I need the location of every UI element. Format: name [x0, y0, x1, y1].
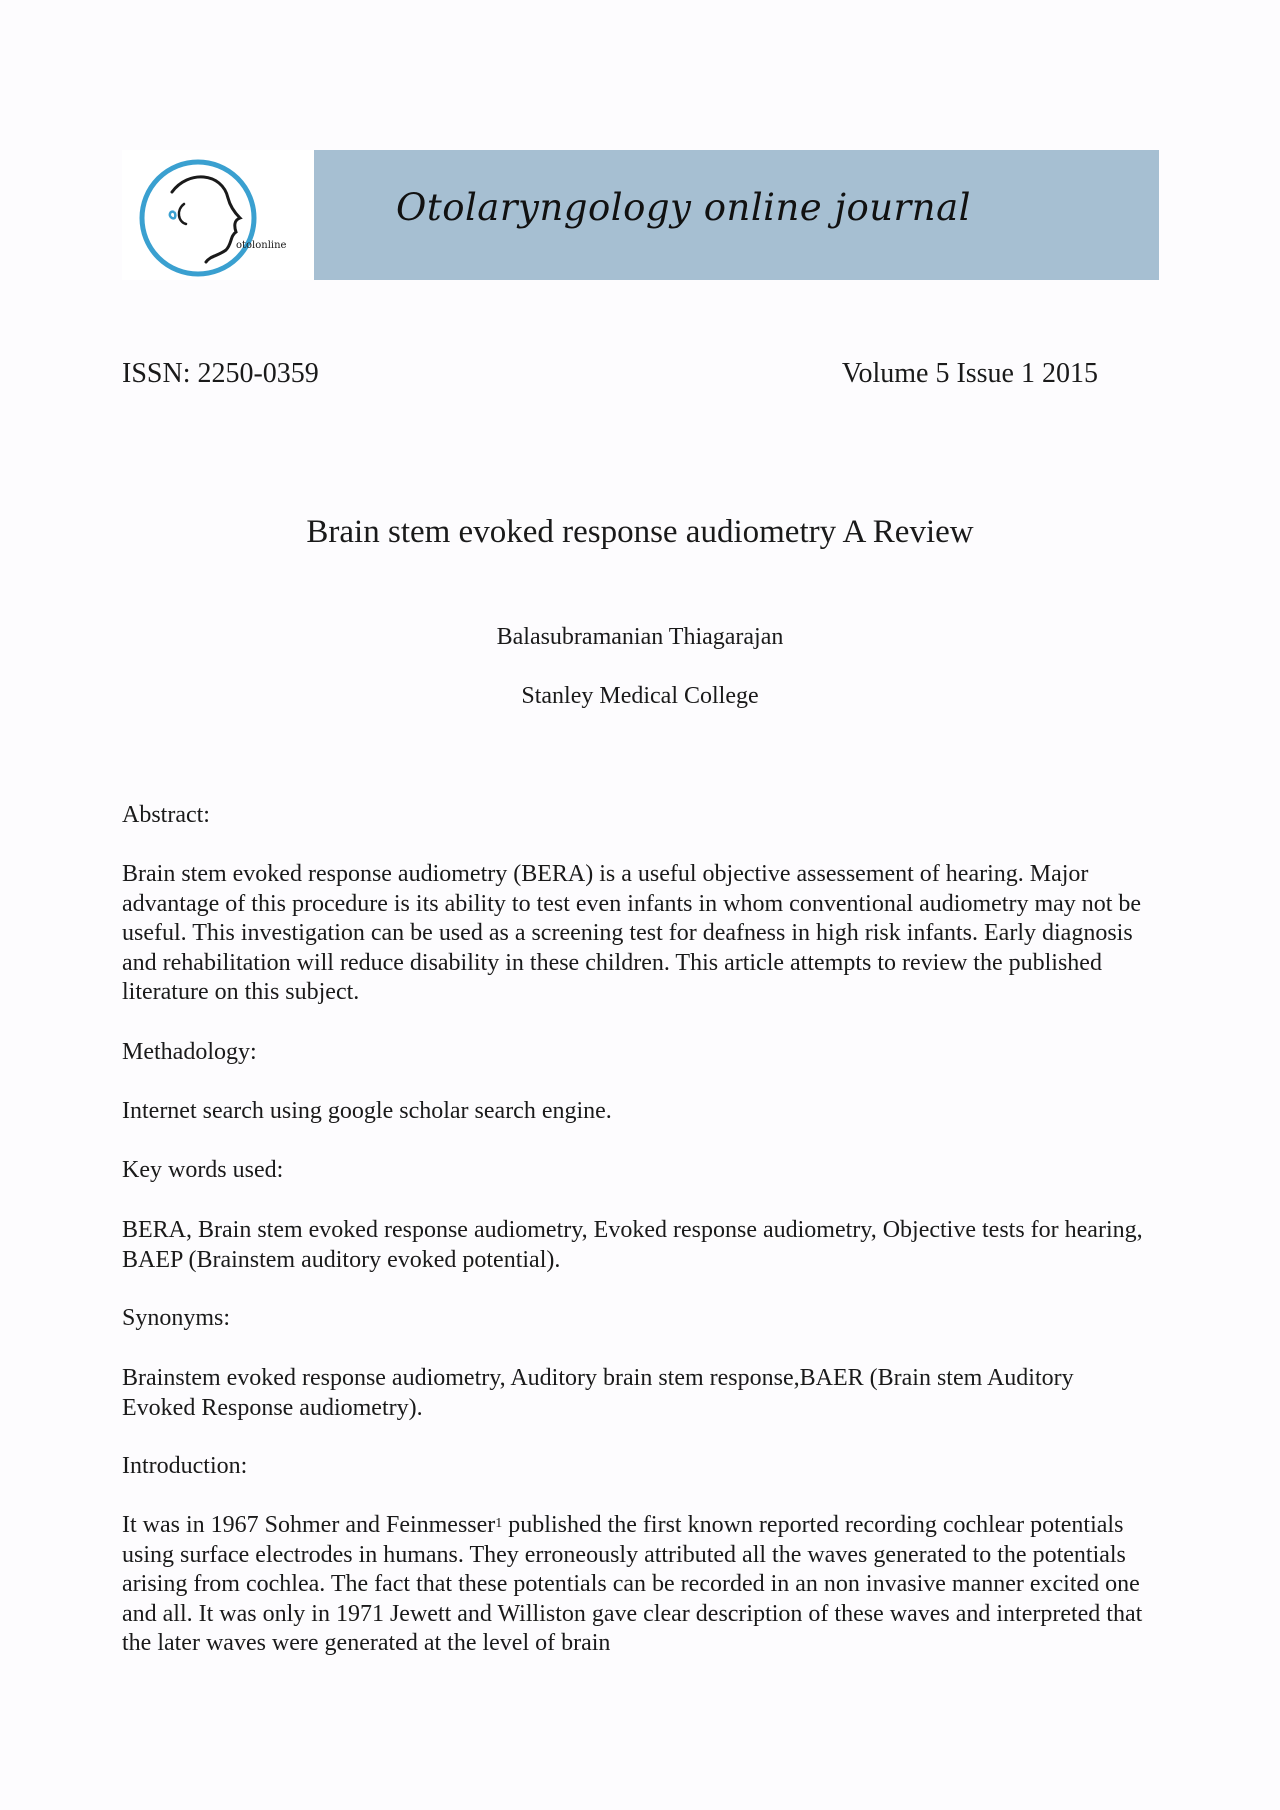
issn: ISSN: 2250-0359	[122, 358, 319, 389]
volume-issue: Volume 5 Issue 1 2015	[841, 358, 1098, 389]
abstract-text: Brain stem evoked response audiometry (BERA) is a useful objective assessement of hearing. Major advantage of this procedure is its ability to test even infants in whom conventional audiometry may not be useful. This investigation can be used as a screening test for deafness in high risk infants. Early diagnosis and rehabilitation will reduce disability in these children. This article attempts to review the published literature on this subject.	[122, 861, 1142, 1006]
keywords-heading: Key words used:	[122, 1157, 284, 1183]
journal-logo	[122, 150, 314, 280]
svg-text:otolonline: otolonline	[236, 240, 287, 251]
author-name: Balasubramanian Thiagarajan	[496, 624, 784, 650]
intro-text-part2: published the first known reported recording cochlear potentials using surface electrodes in humans. They erroneously attributed all the waves generated to the potentials arising from cochlea. The fact that these potentials can be recorded in an non invasive manner excited one and all. It was only in 1971 Jewett and Williston gave clear description of these waves and interpreted that the later waves were generated at the level of brain	[122, 1512, 1143, 1657]
author-affiliation: Stanley Medical College	[521, 683, 759, 709]
keywords-text: BERA, Brain stem evoked response audiometry, Evoked response audiometry, Objective tests for hearing, BAEP (Brainstem auditory evoked potential).	[122, 1217, 1143, 1273]
abstract-heading: Abstract:	[122, 802, 210, 828]
intro-text-part1: It was in 1967 Sohmer and Feinmesser	[122, 1512, 496, 1538]
journal-name: Otolaryngology online journal	[396, 186, 971, 229]
article-title: Brain stem evoked response audiometry A Review	[306, 514, 974, 550]
introduction-text	[122, 1511, 1152, 1659]
methodology-heading: Methadology:	[122, 1039, 257, 1065]
ear-profile-logo-icon	[130, 152, 306, 280]
synonyms-heading: Synonyms:	[122, 1305, 231, 1331]
methodology-text: Internet search using google scholar search engine.	[122, 1098, 612, 1124]
issue-meta	[122, 358, 1098, 390]
introduction-heading: Introduction:	[122, 1453, 248, 1479]
citation-ref[interactable]: 1	[495, 1516, 503, 1531]
journal-banner	[122, 150, 1159, 280]
journal-title-box	[314, 150, 1159, 280]
synonyms-text: Brainstem evoked response audiometry, Auditory brain stem response,BAER (Brain stem Auditory Evoked Response audiometry).	[122, 1365, 1074, 1421]
